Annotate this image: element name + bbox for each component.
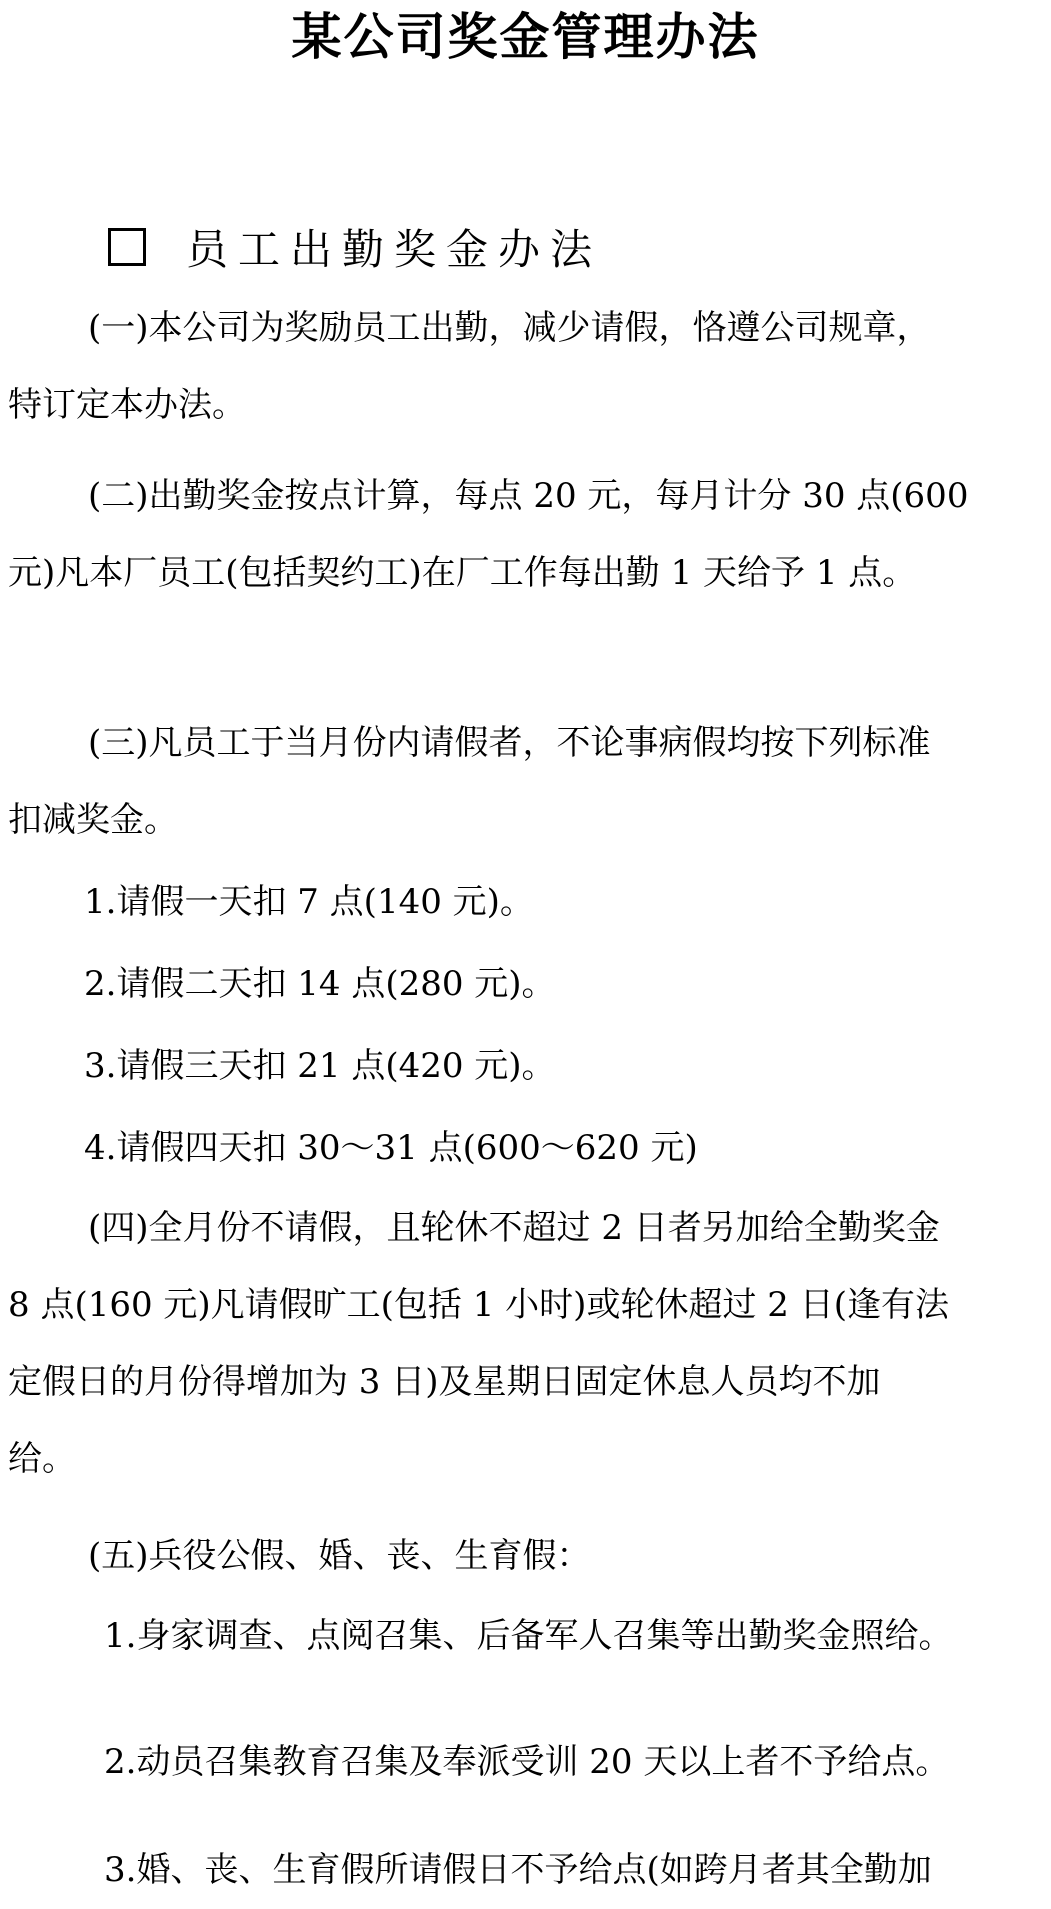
- list-item: 2.动员召集教育召集及奉派受训 20 天以上者不予给点。: [104, 1742, 950, 1782]
- paragraph-line: (四)全月份不请假，且轮休不超过 2 日者另加给全勤奖金: [88, 1208, 940, 1248]
- section-heading-text: 员工出勤奖金办法: [186, 225, 603, 274]
- paragraph-4: [8, 1190, 1044, 1498]
- list-item: 2.请假二天扣 14 点(280 元)。: [84, 964, 556, 1004]
- paragraph-1: [8, 290, 1044, 444]
- paragraph-2: [8, 458, 1044, 612]
- paragraph-line: 特订定本办法。: [8, 385, 246, 425]
- paragraph-line: 元)凡本厂员工(包括契约工)在厂工作每出勤 1 天给予 1 点。: [8, 553, 917, 593]
- paragraph-line: (五)兵役公假、婚、丧、生育假：: [88, 1536, 591, 1576]
- paragraph-line: 定假日的月份得增加为 3 日)及星期日固定休息人员均不加: [8, 1362, 881, 1402]
- paragraph-line: 扣减奖金。: [8, 800, 178, 840]
- paragraph-line: (一)本公司为奖励员工出勤，减少请假，恪遵公司规章，: [88, 308, 931, 348]
- list-item: 4.请假四天扣 30～31 点(600～620 元): [84, 1128, 698, 1168]
- paragraph-line: (二)出勤奖金按点计算，每点 20 元，每月计分 30 点(600: [88, 476, 969, 516]
- list-item: 1.身家调查、点阅召集、后备军人召集等出勤奖金照给。: [104, 1616, 953, 1656]
- section-heading: [108, 215, 602, 279]
- document-title: 某公司奖金管理办法: [291, 8, 760, 66]
- list-item: 3.婚、丧、生育假所请假日不予给点(如跨月者其全勤加: [104, 1850, 932, 1890]
- paragraph-5: [8, 1518, 1044, 1595]
- paragraph-line: 给。: [8, 1439, 76, 1479]
- paragraph-line: 8 点(160 元)凡请假旷工(包括 1 小时)或轮休超过 2 日(逢有法: [8, 1285, 949, 1325]
- paragraph-3: [8, 705, 1044, 859]
- checkbox-icon[interactable]: [108, 228, 146, 266]
- list-item: 1.请假一天扣 7 点(140 元)。: [84, 882, 534, 922]
- list-item: 3.请假三天扣 21 点(420 元)。: [84, 1046, 556, 1086]
- paragraph-line: (三)凡员工于当月份内请假者，不论事病假均按下列标准: [88, 723, 931, 763]
